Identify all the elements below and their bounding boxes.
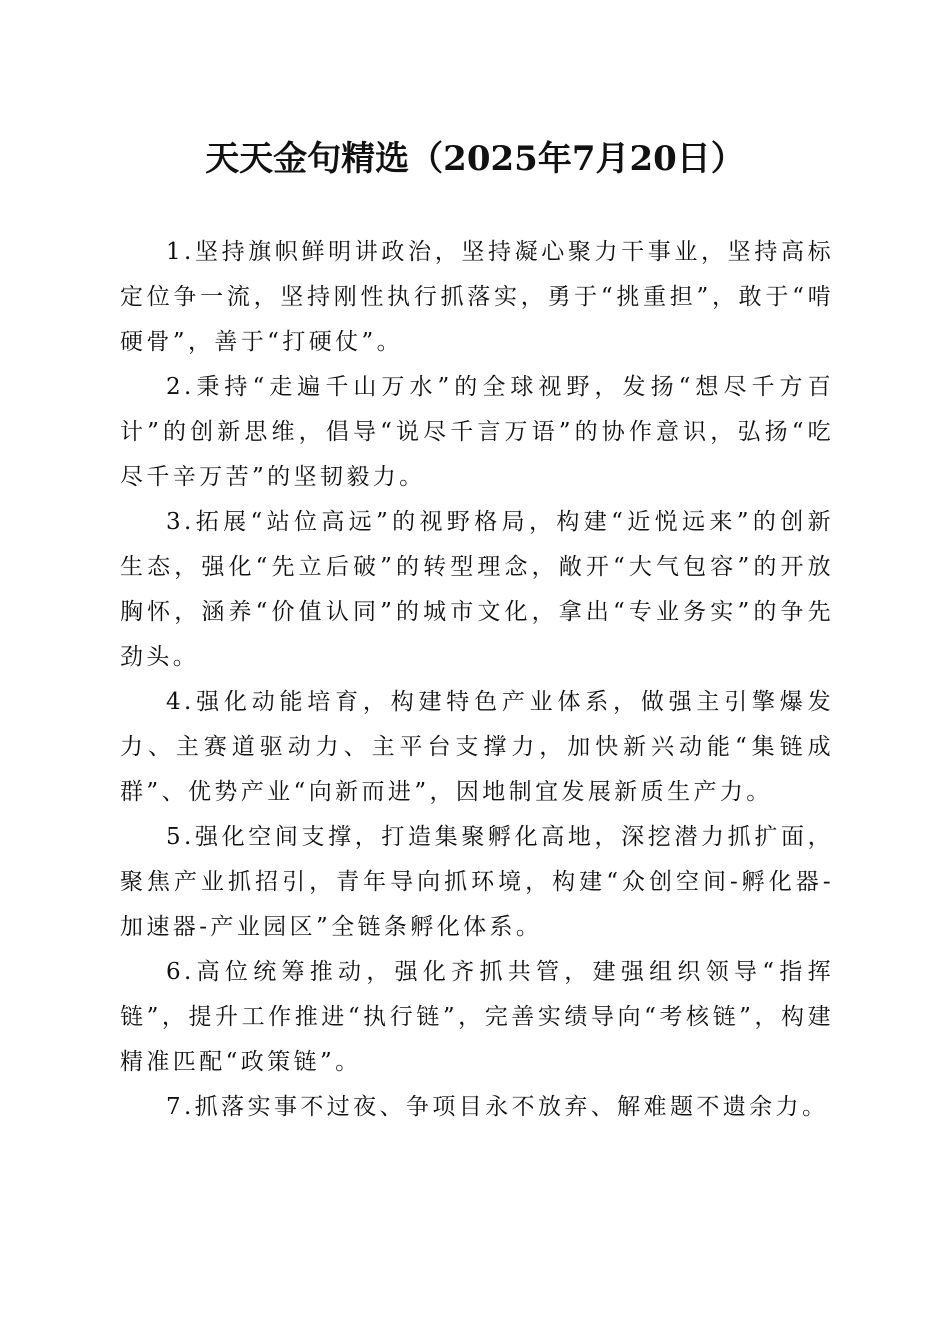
paragraph-2: 2.秉持“走遍千山万水”的全球视野，发扬“想尽千方百计”的创新思维，倡导“说尽千言万语”的协作意识，弘扬“吃尽千辛万苦”的坚韧毅力。 [120,374,834,490]
document-title: 天天金句精选（2025年7月20日） [205,139,745,179]
paragraph-7: 7.抓落实事不过夜、争项目永不放弃、解难题不遗余力。 [166,1094,829,1120]
paragraph-4: 4.强化动能培育，构建特色产业体系，做强主引擎爆发力、主赛道驱动力、主平台支撑力，加快新兴动能“集链成群”、优势产业“向新而进”，因地制宜发展新质生产力。 [120,689,834,805]
paragraph-3: 3.拓展“站位高远”的视野格局，构建“近悦远来”的创新生态，强化“先立后破”的转型理念，敞开“大气包容”的开放胸怀，涵养“价值认同”的城市文化，拿出“专业务实”的争先劲头。 [120,509,834,670]
paragraph-1: 1.坚持旗帜鲜明讲政治，坚持凝心聚力干事业，坚持高标定位争一流，坚持刚性执行抓落实，勇于“挑重担”，敢于“啃硬骨”，善于“打硬仗”。 [120,239,834,355]
paragraph-6: 6.高位统筹推动，强化齐抓共管，建强组织领导“指挥链”，提升工作推进“执行链”，完善实绩导向“考核链”，构建精准匹配“政策链”。 [120,959,834,1075]
paragraph-5: 5.强化空间支撑，打造集聚孵化高地，深挖潜力抓扩面，聚焦产业抓招引，青年导向抓环境，构建“众创空间-孵化器-加速器-产业园区”全链条孵化体系。 [120,824,834,940]
document-body [120,230,834,1130]
